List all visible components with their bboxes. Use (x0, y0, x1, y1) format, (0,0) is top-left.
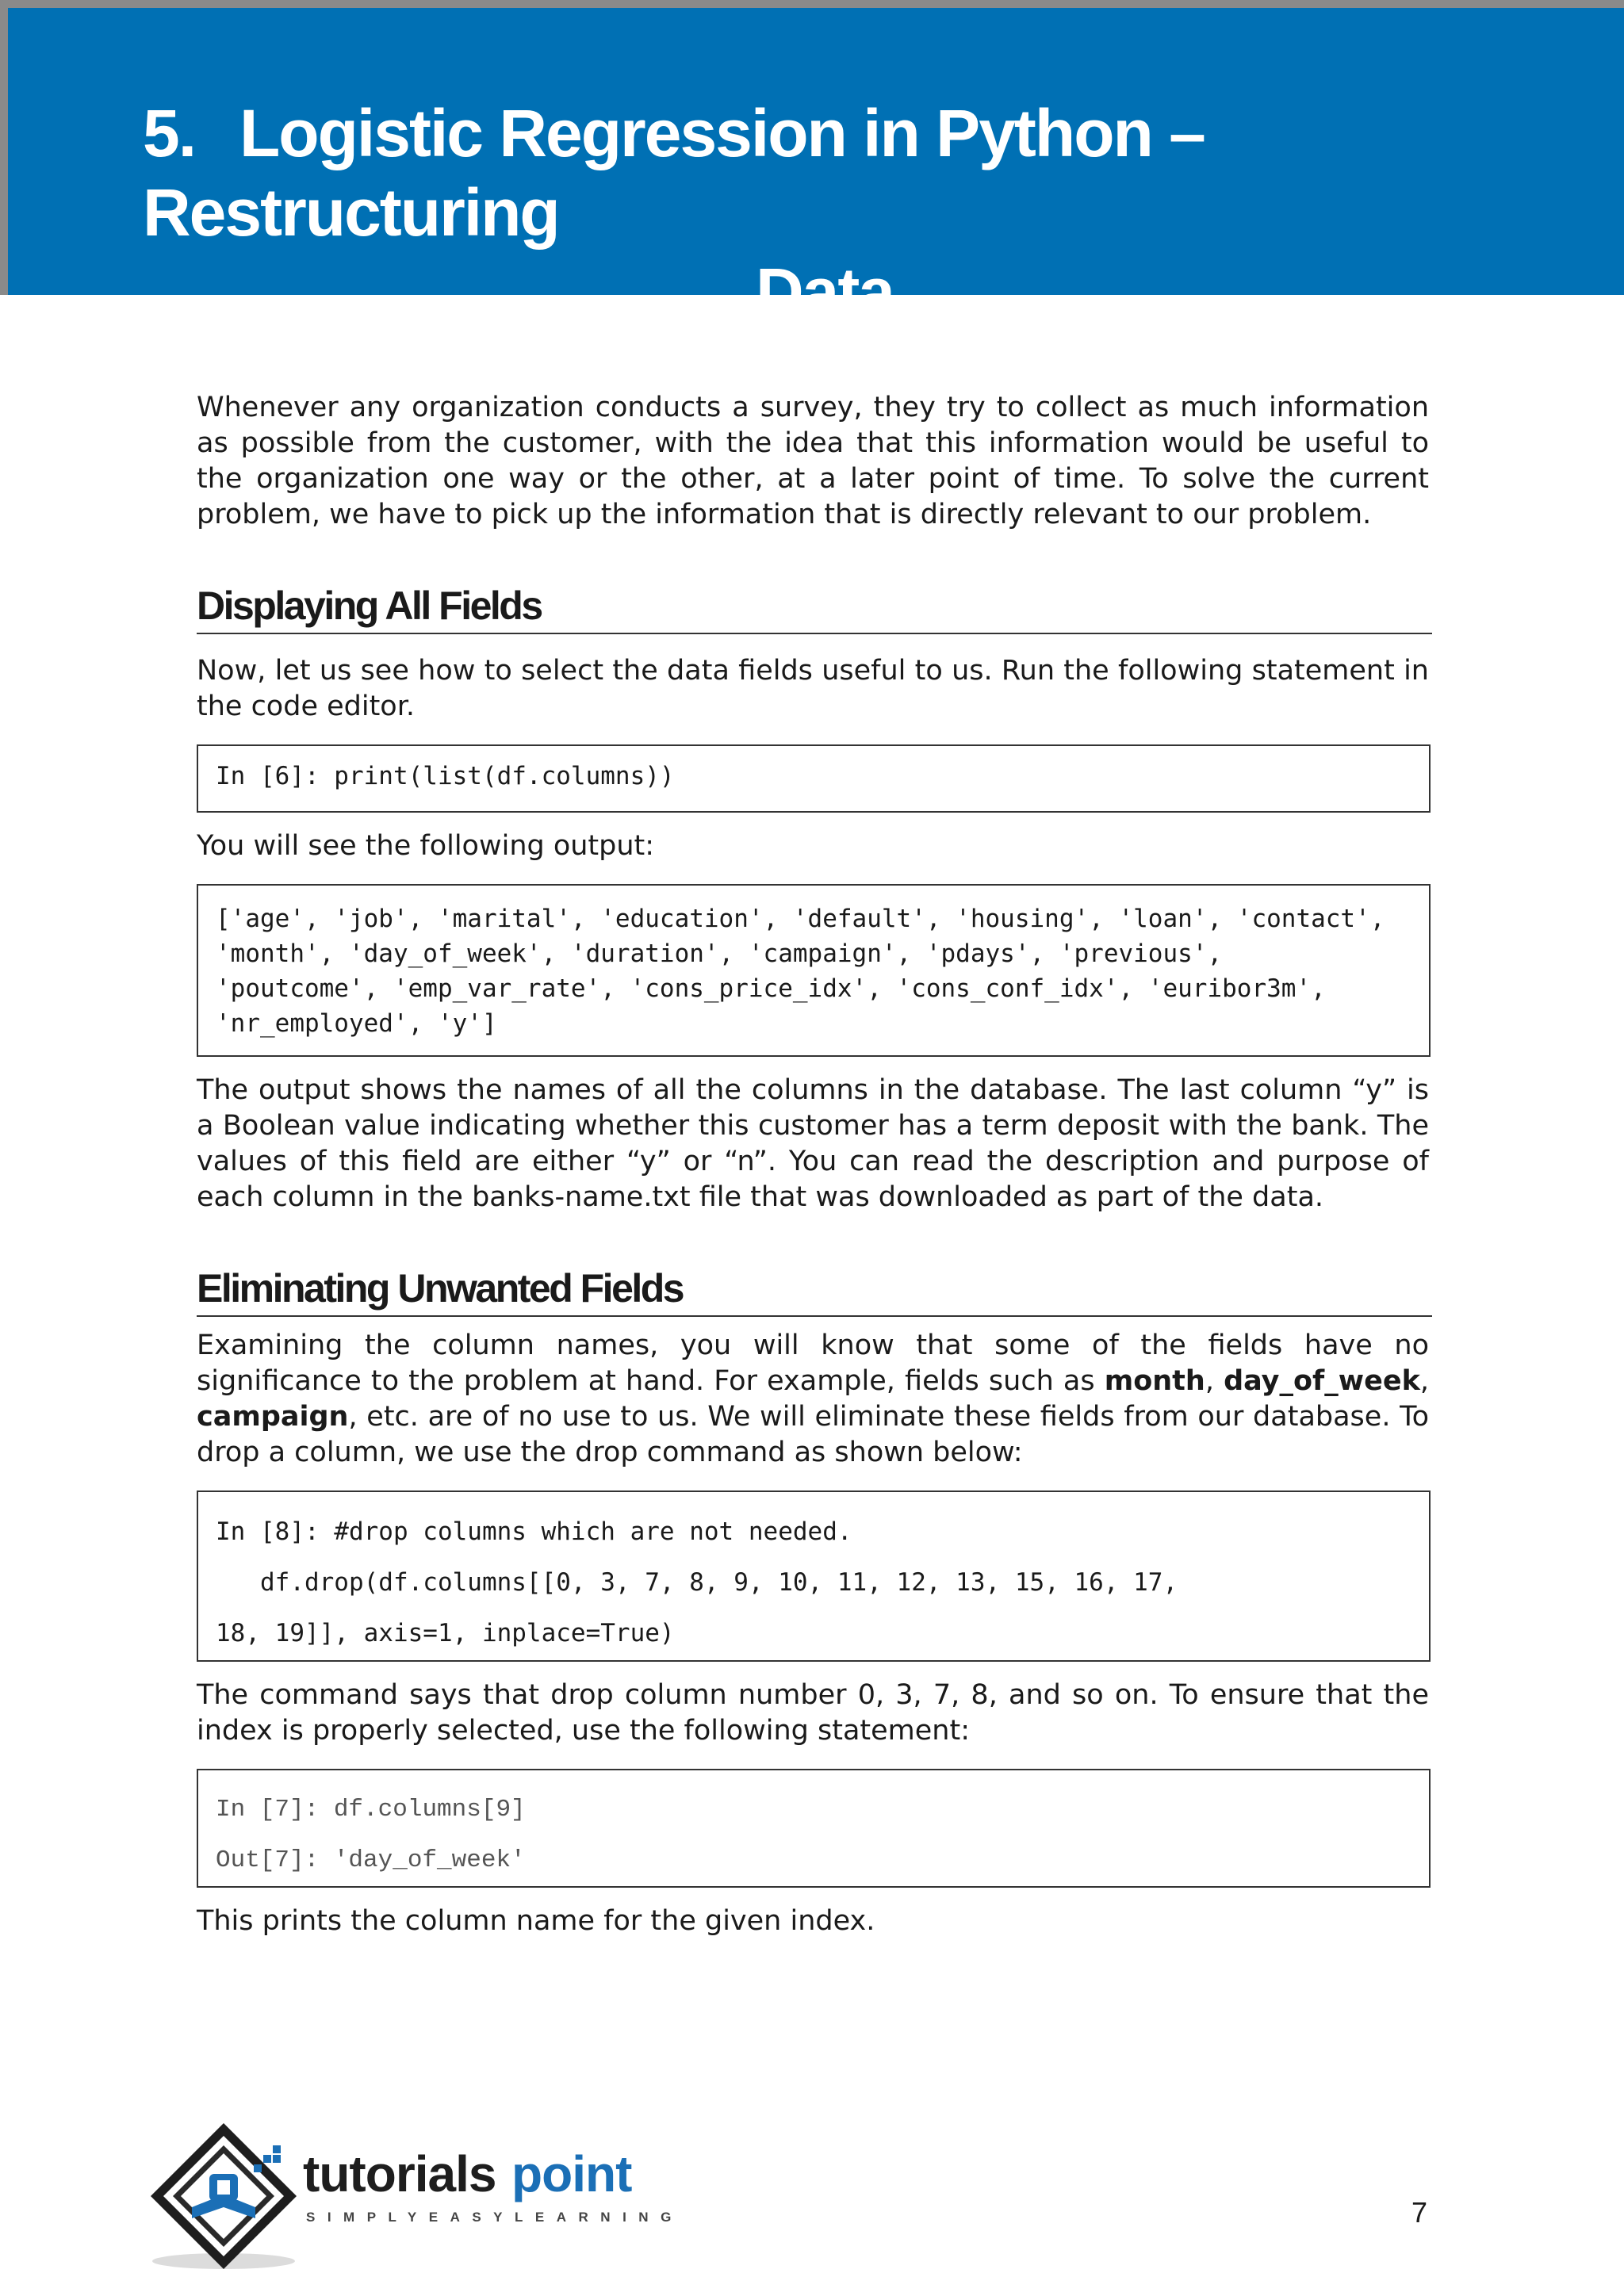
section1-paragraph3: The output shows the names of all the columns in the database. The last column “y” is a Boolean value indicating whether this customer has a term deposit with the bank. The values of this field are either “y” or “n”. You can read the description and purpose of each column in the banks-name.txt file that was downloaded as part of the data. (197, 1074, 1429, 1213)
section1-paragraph2: You will see the following output: (197, 830, 655, 862)
section-heading-displaying-fields: Displaying All Fields (197, 582, 1432, 634)
separator: , (1419, 1365, 1429, 1397)
logo-emblem-icon (144, 2118, 684, 2277)
code-block-columns-index (197, 1769, 1431, 1888)
code-line: df.drop(df.columns[[0, 3, 7, 8, 9, 10, 11, 12, 13, 15, 16, 17, (216, 1568, 1178, 1597)
section2-paragraph2: The command says that drop column number 0, 3, 7, 8, and so on. To ensure that the index is properly selected, use the following statement: (197, 1679, 1429, 1747)
field-day-of-week: day_of_week (1224, 1365, 1420, 1397)
code-line: Out[7]: 'day_of_week' (216, 1846, 526, 1874)
chapter-number: 5. (143, 96, 196, 170)
code-block-print-columns (197, 744, 1431, 813)
intro-paragraph: Whenever any organization conducts a survey, they try to collect as much information as possible from the customer, with the idea that this information would be useful to the organization one way or the other, at a later point of time. To solve the current problem, we have to pick up the information that is directly relevant to our problem. (197, 392, 1429, 530)
code-line: In [7]: df.columns[9] (216, 1796, 526, 1823)
text-span: Examining the column names, you will know that some of the fields have no significance to the problem at hand. For example, fields such as (197, 1330, 1429, 1397)
logo-tagline: SIMPLYEASYLEARNING (306, 2210, 684, 2225)
chapter-title (143, 94, 1610, 331)
section2-paragraph3: This prints the column name for the given index. (197, 1905, 875, 1937)
code-line: In [6]: print(list(df.columns)) (216, 762, 675, 790)
output-line: 'nr_employed', 'y'] (216, 1009, 497, 1038)
field-campaign: campaign (197, 1401, 349, 1433)
output-block-columns (197, 884, 1431, 1057)
page-content (197, 390, 1429, 1939)
left-border (0, 0, 8, 295)
logo-word-point: point (511, 2145, 632, 2202)
output-line: 'month', 'day_of_week', 'duration', 'campaign', 'pdays', 'previous', (216, 939, 1223, 968)
code-line: In [8]: #drop columns which are not needed. (216, 1517, 852, 1546)
chapter-title-line2: Data (755, 254, 894, 329)
chapter-banner (8, 8, 1624, 329)
code-block-drop-columns (197, 1490, 1431, 1662)
page-number: 7 (1411, 2196, 1427, 2229)
separator: , (1205, 1365, 1224, 1397)
logo-word-tutorials: tutorials (303, 2145, 496, 2202)
output-line: ['age', 'job', 'marital', 'education', 'default', 'housing', 'loan', 'contact', (216, 905, 1385, 933)
text-span: , etc. are of no use to us. We will eliminate these fields from our database. To drop a column, we use the drop command as shown below: (197, 1401, 1429, 1468)
section2-paragraph1 (197, 1328, 1429, 1471)
section1-paragraph1: Now, let us see how to select the data fields useful to us. Run the following statement in the code editor. (197, 655, 1429, 722)
section-heading-eliminating-fields: Eliminating Unwanted Fields (197, 1265, 1432, 1317)
code-line: 18, 19]], axis=1, inplace=True) (216, 1619, 675, 1647)
chapter-title-line1: Logistic Regression in Python – Restructuring (143, 96, 1205, 250)
top-border (0, 0, 1624, 8)
field-month: month (1104, 1365, 1205, 1397)
output-line: 'poutcome', 'emp_var_rate', 'cons_price_idx', 'cons_conf_idx', 'euribor3m', (216, 974, 1326, 1003)
tutorialspoint-logo (144, 2118, 684, 2277)
